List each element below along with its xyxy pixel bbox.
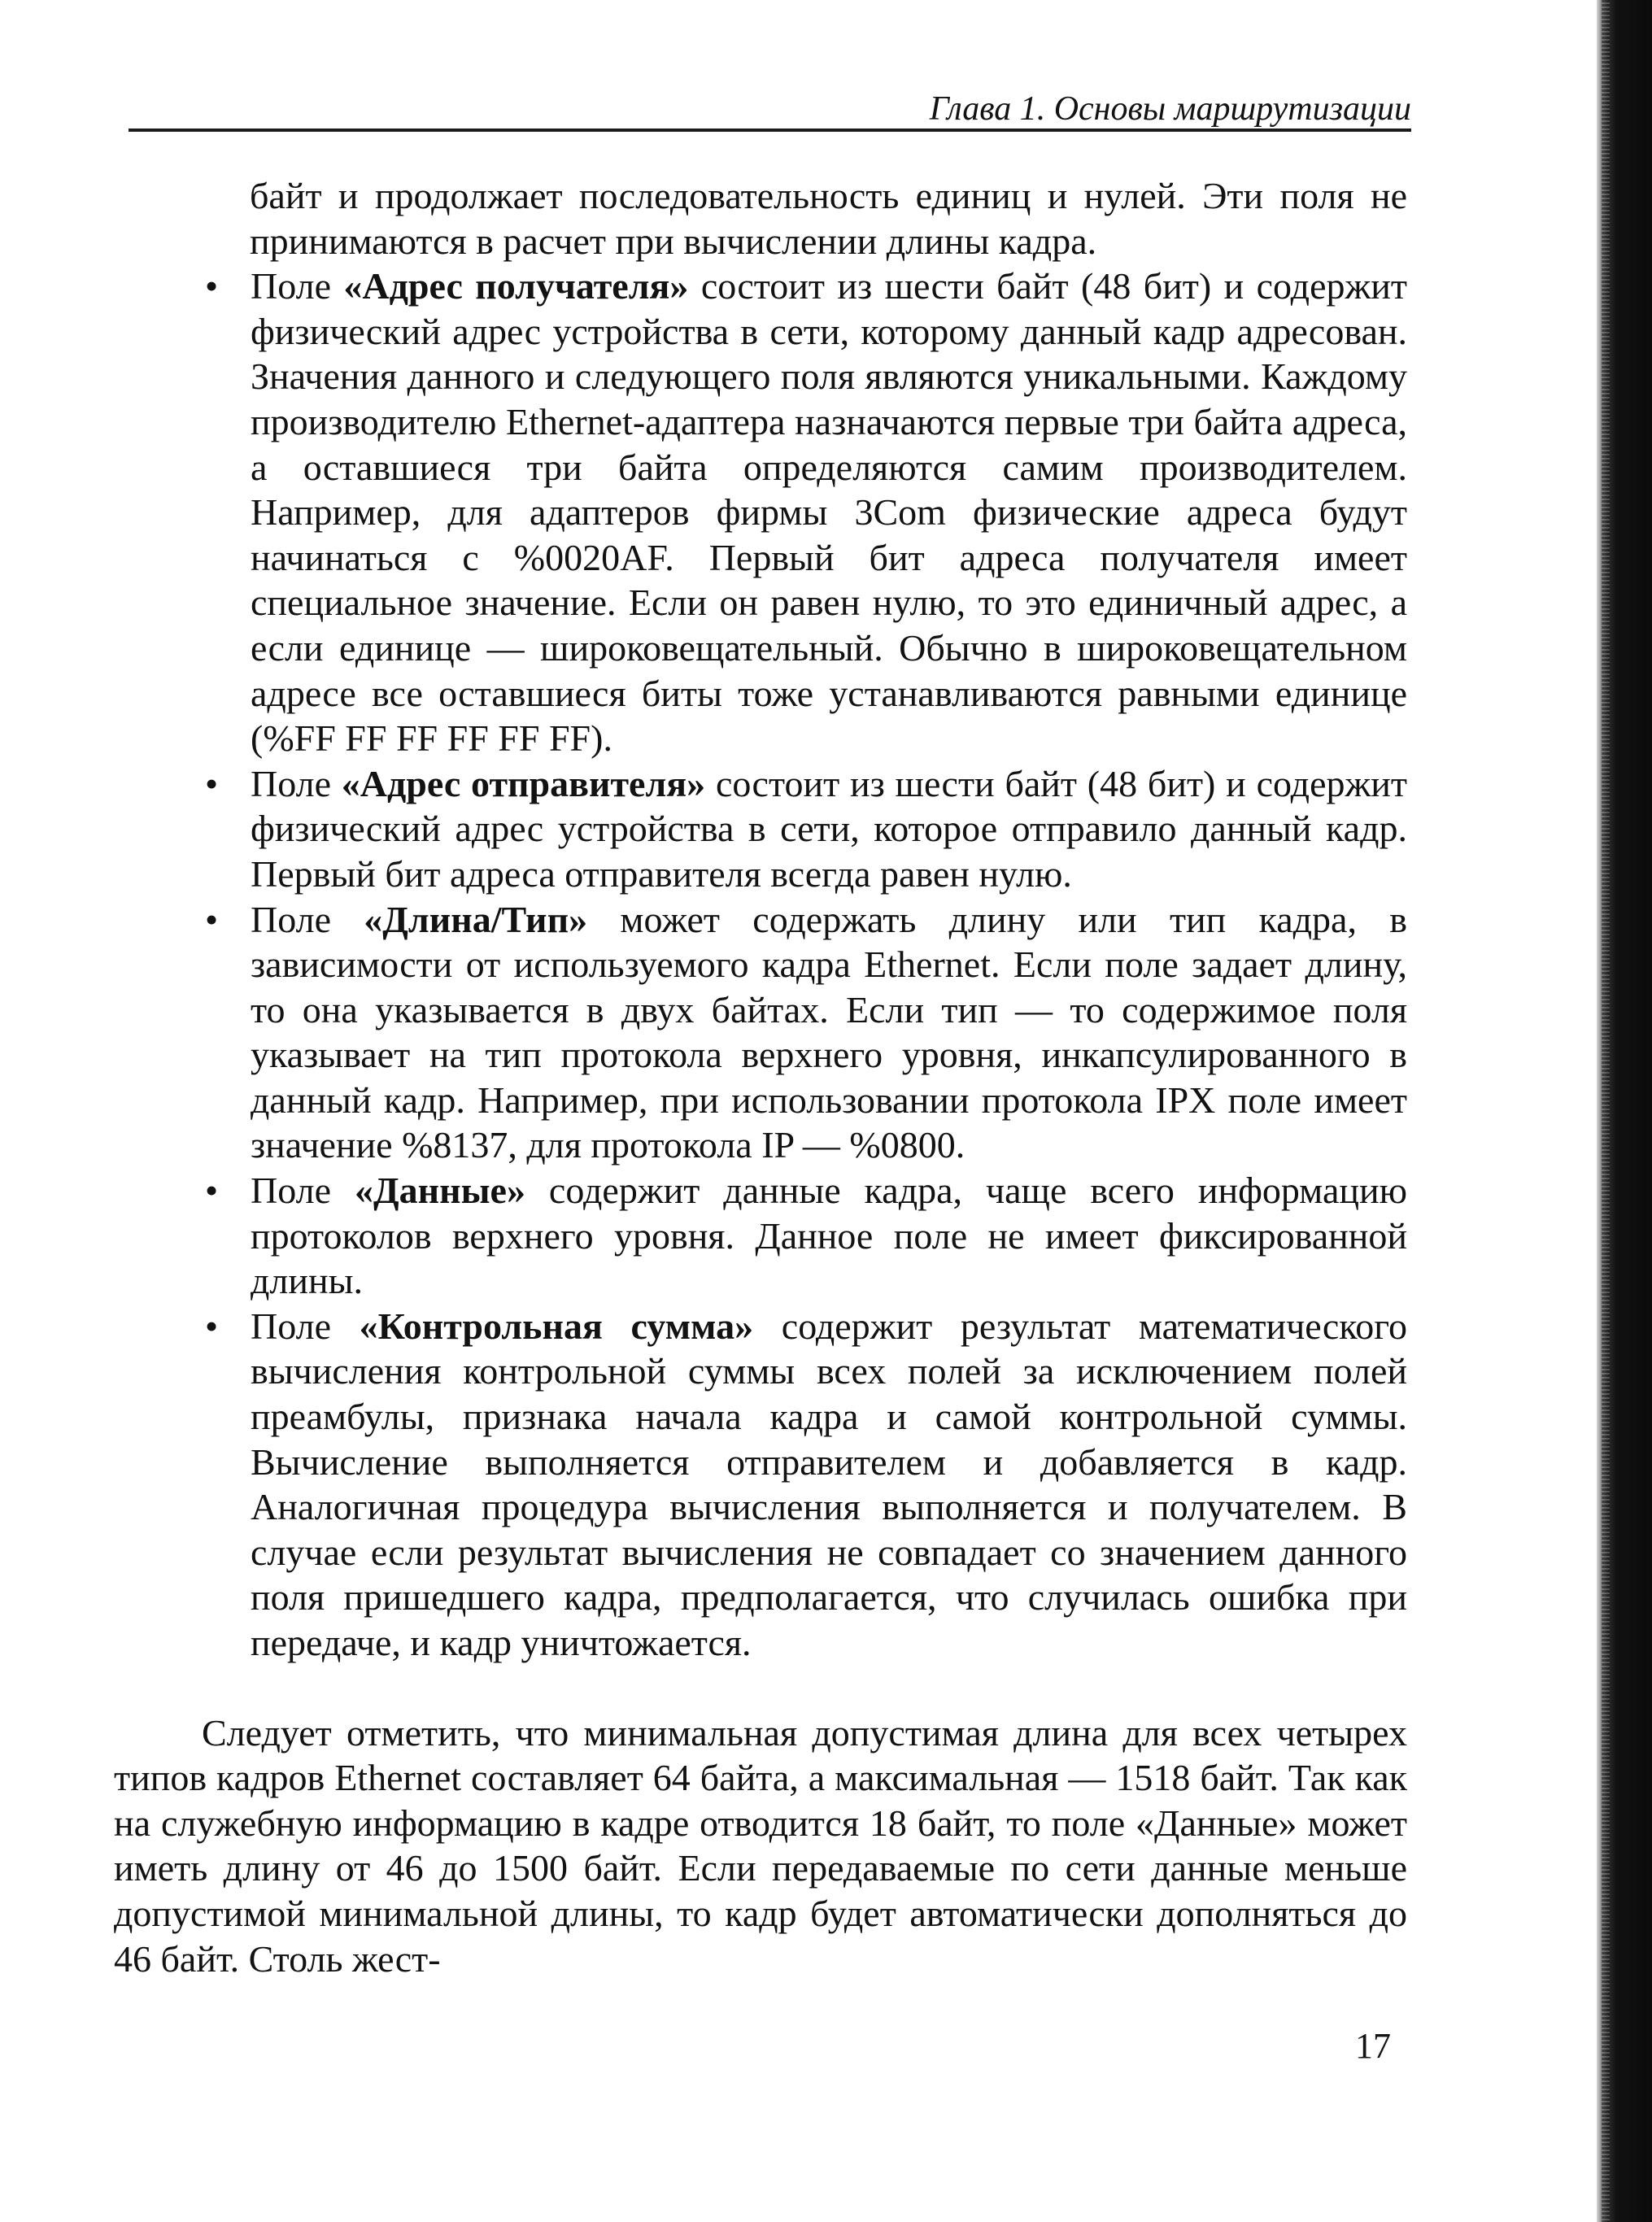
bullet-icon: •: [205, 265, 219, 307]
field-name: «Адрес отправителя»: [341, 762, 706, 804]
list-item: • Поле «Адрес получателя» состоит из шести байт (48 бит) и содержит физический адрес устройства в сети, которому данный кадр адресован. Значения данного и следующего поля являются уникальными. Каждому производителю Ethernet-адаптера назначаются первые три байта адреса, а оставшиеся три байта определяются самим производителем. Например, для адаптеров фирмы 3Com физические адреса будут начинаться с %0020AF. Первый бит адреса получателя имеет специальное значение. Если он равен нулю, то это единичный адрес, а если единице — широковещательный. Обычно в широковещательном адресе все оставшиеся биты тоже устанавливаются равными единице (%FF FF FF FF FF FF).: [205, 265, 1407, 760]
list-item: • Поле «Адрес отправителя» состоит из шести байт (48 бит) и содержит физический адрес устройства в сети, которое отправило данный кадр. Первый бит адреса отправителя всегда равен нулю.: [205, 762, 1407, 895]
field-name: «Данные»: [354, 1170, 525, 1212]
continuation-paragraph: байт и продолжает последовательность единиц и нулей. Эти поля не принимаются в расчет при вычислении длины кадра.: [250, 175, 1407, 262]
list-item: • Поле «Контрольная сумма» содержит результат математического вычисления контрольной суммы всех полей за исключением полей преамбулы, признака начала кадра и самой контрольной суммы. Вычисление выполняется отправителем и добавляется в кадр. Аналогичная процедура вычисления выполняется и получателем. В случае если результат вычисления не совпадает со значением данного поля пришедшего кадра, предполагается, что случилась ошибка при передаче, и кадр уничтожается.: [205, 1305, 1407, 1663]
running-header: Глава 1. Основы маршрутизации: [929, 90, 1411, 128]
header-rule: [129, 129, 1411, 132]
bullet-icon: •: [205, 898, 219, 940]
field-name: «Длина/Тип»: [364, 898, 588, 940]
bullet-icon: •: [205, 762, 219, 804]
list-item: • Поле «Длина/Тип» может содержать длину или тип кадра, в зависимости от используемого кадра Ethernet. Если поле задает длину, то она указывается в двух байтах. Если тип — то содержимое поля указывает на тип протокола верхнего уровня, инкапсулированного в данный кадр. Например, при использовании протокола IPX поле имеет значение %8137, для протокола IP — %0800.: [205, 898, 1407, 1166]
body-text: [114, 173, 1407, 1981]
bullet-icon: •: [205, 1305, 219, 1347]
page-number: 17: [1355, 2026, 1391, 2066]
field-list: [114, 264, 1407, 1665]
bullet-icon: •: [205, 1170, 219, 1212]
binding-edge-texture: [1602, 0, 1610, 2222]
field-name: «Адрес получателя»: [343, 265, 689, 307]
field-name: «Контрольная сумма»: [359, 1305, 754, 1347]
body-paragraph: Следует отметить, что минимальная допустимая длина для всех четырех типов кадров Ethernet составляет 64 байта, а максимальная — 1518 байт. Так как на служебную информацию в кадре отводится 18 байт, то поле «Данные» может иметь длину от 46 до 1500 байт. Если передаваемые по сети данные меньше допустимой минимальной длины, то кадр будет автоматически дополняться до 46 байт. Столь жест-: [114, 1711, 1407, 1980]
list-item: • Поле «Данные» содержит данные кадра, чаще всего информацию протоколов верхнего уровня. Данное поле не имеет фиксированной длины.: [205, 1170, 1407, 1302]
